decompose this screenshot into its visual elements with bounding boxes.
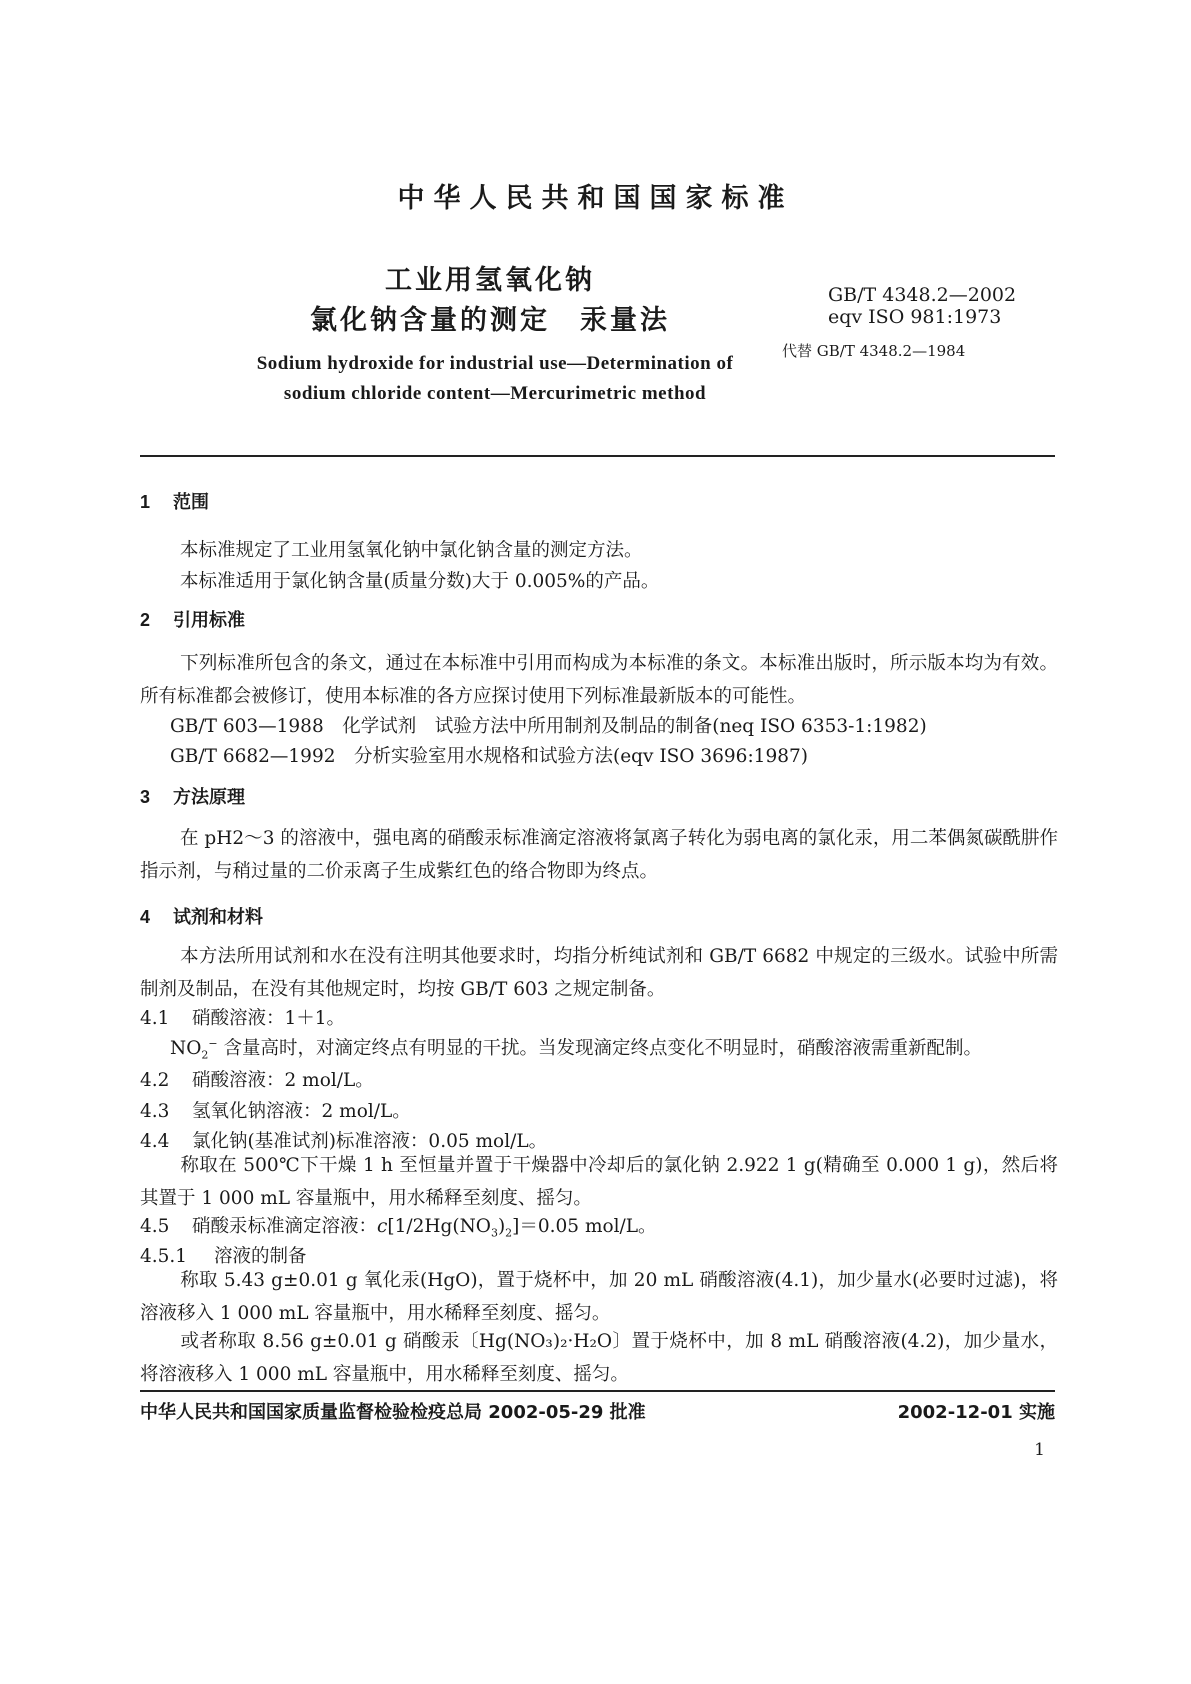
item-text: 氯化钠(基准试剂)标准溶液：0.05 mol/L。 <box>192 1131 548 1152</box>
section-1-para-2: 本标准适用于氯化钠含量(质量分数)大于 0.005%的产品。 <box>180 571 660 592</box>
note-text: 含量高时，对滴定终点有明显的干扰。当发现滴定终点变化不明显时，硝酸溶液需重新配制。 <box>223 1038 982 1059</box>
item-number: 4.4 <box>140 1131 170 1152</box>
section-number: 2 <box>140 610 151 630</box>
approval-line: 中华人民共和国国家质量监督检验检疫总局 2002-05-29 批准 <box>140 1402 646 1423</box>
standard-code: GB/T 4348.2—2002 <box>828 284 1017 306</box>
para-text: 下列标准所包含的条文，通过在本标准中引用而构成为本标准的条文。本标准出版时，所示版本均为有效。所有标准都会被修订，使用本标准的各方应探讨使用下列标准最新版本的可能性。 <box>140 653 1058 707</box>
page-number: 1 <box>1034 1440 1045 1460</box>
item-number: 4.5 <box>140 1216 170 1237</box>
item-4-2 <box>140 1066 374 1092</box>
para-text: 在 pH2～3 的溶液中，强电离的硝酸汞标准滴定溶液将氯离子转化为弱电离的氯化汞，用二苯偶氮碳酰肼作指示剂，与稍过量的二价汞离子生成紫红色的络合物即为终点。 <box>140 828 1058 882</box>
title-en-line1: Sodium hydroxide for industrial use—Determination of <box>256 353 734 374</box>
effective-date: 2002-12-01 实施 <box>897 1402 1055 1423</box>
item-4-1-note: $NO_2^-$ 含量高时，对滴定终点有明显的干扰。当发现滴定终点变化不明显时，硝酸溶液需重新配制。 <box>170 1036 982 1062</box>
header-rule <box>140 455 1055 457</box>
item-4-5-1-para-2 <box>140 1326 1058 1391</box>
para-text: 称取在 500℃下干燥 1 h 至恒量并置于干燥器中冷却后的氯化钠 2.922 1 g(精确至 0.000 1 g)，然后将其置于 1 000 mL 容量瓶中，用水稀释至刻度、摇匀。 <box>140 1155 1058 1209</box>
item-number: 4.2 <box>140 1070 170 1091</box>
section-3-para-1 <box>140 823 1058 888</box>
item-4-1 <box>140 1004 345 1030</box>
item-text: 硝酸溶液：1＋1。 <box>192 1008 346 1029</box>
section-1-para-1: 本标准规定了工业用氢氧化钠中氯化钠含量的测定方法。 <box>180 540 643 561</box>
item-text: 溶液的制备 <box>214 1246 307 1267</box>
formula-part: ) <box>497 1216 506 1237</box>
section-1-heading <box>140 488 209 514</box>
section-number: 3 <box>140 787 151 807</box>
para-text: 或者称取 8.56 g±0.01 g 硝酸汞〔Hg(NO₃)₂·H₂O〕置于烧杯中，加 8 mL 硝酸溶液(4.2)，加少量水，将溶液移入 1 000 mL 容量瓶中，用水稀释至刻度、摇匀。 <box>140 1331 1058 1385</box>
reference-gbt-603: GB/T 603—1988 化学试剂 试验方法中所用制剂及制品的制备(neq ISO 6353-1:1982) <box>170 716 927 737</box>
item-4-3 <box>140 1097 411 1123</box>
nitrite-formula: NO <box>170 1038 202 1059</box>
section-title: 方法原理 <box>173 787 245 808</box>
item-number: 4.3 <box>140 1101 170 1122</box>
para-text: 本方法所用试剂和水在没有注明其他要求时，均指分析纯试剂和 GB/T 6682 中规定的三级水。试验中所需制剂及制品，在没有其他规定时，均按 GB/T 603 之规定制备。 <box>140 946 1058 1000</box>
item-4-4-para <box>140 1150 1058 1215</box>
section-title: 试剂和材料 <box>173 907 263 928</box>
item-text: 氢氧化钠溶液：2 mol/L。 <box>192 1101 411 1122</box>
item-number: 4.1 <box>140 1008 170 1029</box>
section-4-heading <box>140 903 263 929</box>
section-2-para-1 <box>140 648 1058 713</box>
formula-part: ]＝0.05 mol/L。 <box>512 1216 657 1237</box>
formula-part: [1/2Hg(NO <box>387 1216 491 1237</box>
title-en-line2: sodium chloride content—Mercurimetric method <box>283 383 707 404</box>
item-text: 硝酸溶液：2 mol/L。 <box>192 1070 374 1091</box>
title-zh-line2: 氯化钠含量的测定 汞量法 <box>310 305 670 336</box>
section-number: 1 <box>140 492 151 512</box>
section-2-heading <box>140 606 245 632</box>
item-number: 4.5.1 <box>140 1246 188 1267</box>
section-4-para-1 <box>140 941 1058 1006</box>
item-text: 硝酸汞标准滴定溶液： <box>192 1216 378 1237</box>
equivalence: eqv ISO 981:1973 <box>828 306 1002 328</box>
section-3-heading <box>140 783 245 809</box>
footer-rule <box>140 1390 1055 1392</box>
standard-org-title: 中华人民共和国国家标准 <box>397 183 794 214</box>
section-title: 引用标准 <box>173 610 245 631</box>
replaces-standard: 代替 GB/T 4348.2—1984 <box>782 342 966 360</box>
standard-code-block <box>828 284 1016 328</box>
item-4-5: 4.5 硝酸汞标准滴定溶液：$c[1/2Hg(NO_3)_2]=0.05$ mol/L。 <box>140 1216 657 1240</box>
section-title: 范围 <box>173 492 209 513</box>
item-4-5-1-para-1 <box>140 1265 1058 1330</box>
section-number: 4 <box>140 907 151 927</box>
para-text: 称取 5.43 g±0.01 g 氧化汞(HgO)，置于烧杯中，加 20 mL 硝酸溶液(4.1)，加少量水(必要时过滤)，将溶液移入 1 000 mL 容量瓶中，用水稀释至刻度、摇匀。 <box>140 1270 1058 1324</box>
reference-gbt-6682: GB/T 6682—1992 分析实验室用水规格和试验方法(eqv ISO 3696:1987) <box>170 746 808 767</box>
title-zh-line1: 工业用氢氧化钠 <box>385 265 595 296</box>
